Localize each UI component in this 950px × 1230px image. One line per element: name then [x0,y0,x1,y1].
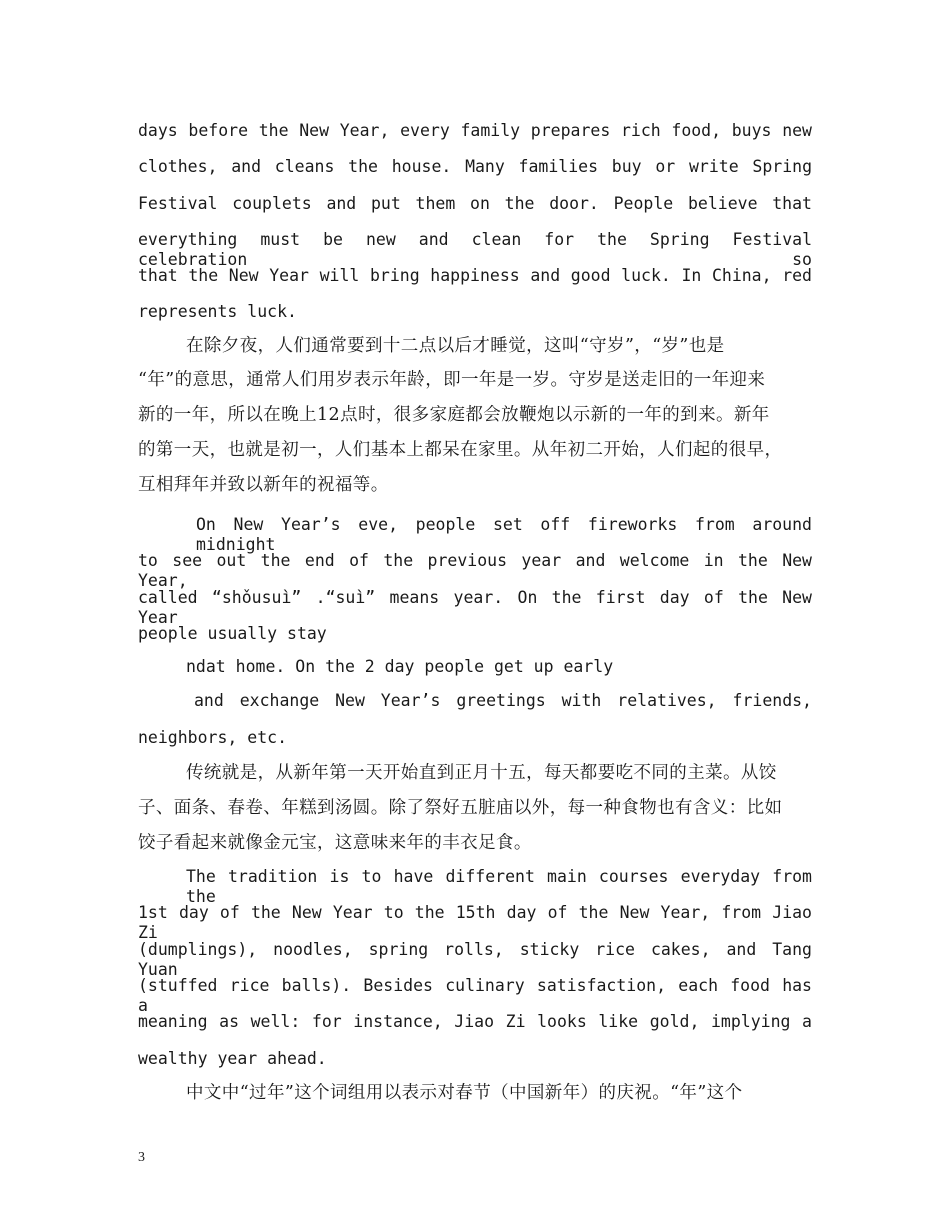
text-line: called “shǒusuì” .“suì” means year. On the first day of the New Year [138,588,812,627]
text-line: 中文中“过年”这个词组用以表示对春节（中国新年）的庆祝。“年”这个 [186,1083,743,1103]
text-line: 传统就是，从新年第一天开始直到正月十五，每天都要吃不同的主菜。从饺 [186,763,777,783]
text-line: (dumplings), noodles, spring rolls, sticky rice cakes, and Tang Yuan [138,940,812,979]
text-line: that the New Year will bring happiness and good luck. In China, red [138,266,812,285]
text-line: 子、面条、春卷、年糕到汤圆。除了祭好五脏庙以外，每一种食物也有含义：比如 [138,798,783,818]
text-line: neighbors, etc. [138,728,288,747]
text-line: to see out the end of the previous year and welcome in the New Year, [138,551,812,590]
text-line: and exchange New Year’s greetings with relatives, friends, [194,691,812,710]
text-line: days before the New Year, every family prepares rich food, buys new [138,121,812,140]
text-line: people usually stay [138,624,327,643]
text-line: meaning as well: for instance, Jiao Zi looks like gold, implying a [138,1012,812,1031]
text-line: 在除夕夜，人们通常要到十二点以后才睡觉，这叫“守岁”，“岁”也是 [186,336,725,356]
text-line: represents luck. [138,302,297,321]
text-line: On New Year’s eve, people set off fireworks from around midnight [196,515,812,554]
text-line: ndat home. On the 2 day people get up early [186,657,614,676]
page-number: 3 [138,1150,145,1165]
text-line: 互相拜年并致以新年的祝福等。 [138,475,389,495]
text-line: The tradition is to have different main courses everyday from the [186,867,812,906]
text-line: 饺子看起来就像金元宝，这意味来年的丰衣足食。 [138,833,532,853]
text-line: wealthy year ahead. [138,1049,327,1068]
text-line: (stuffed rice balls). Besides culinary satisfaction, each food has a [138,976,812,1015]
text-line: 1st day of the New Year to the 15th day of the New Year, from Jiao Zi [138,903,812,942]
text-line: clothes, and cleans the house. Many families buy or write Spring [138,157,812,176]
text-line: 的第一天，也就是初一，人们基本上都呆在家里。从年初二开始，人们起的很早， [138,440,783,460]
text-line: everything must be new and clean for the Spring Festival celebration so [138,230,812,269]
text-line: Festival couplets and put them on the door. People believe that [138,194,812,213]
text-line: 新的一年，所以在晚上12点时，很多家庭都会放鞭炮以示新的一年的到来。新年 [138,405,770,425]
text-line: “年”的意思，通常人们用岁表示年龄，即一年是一岁。守岁是送走旧的一年迎来 [138,370,766,390]
